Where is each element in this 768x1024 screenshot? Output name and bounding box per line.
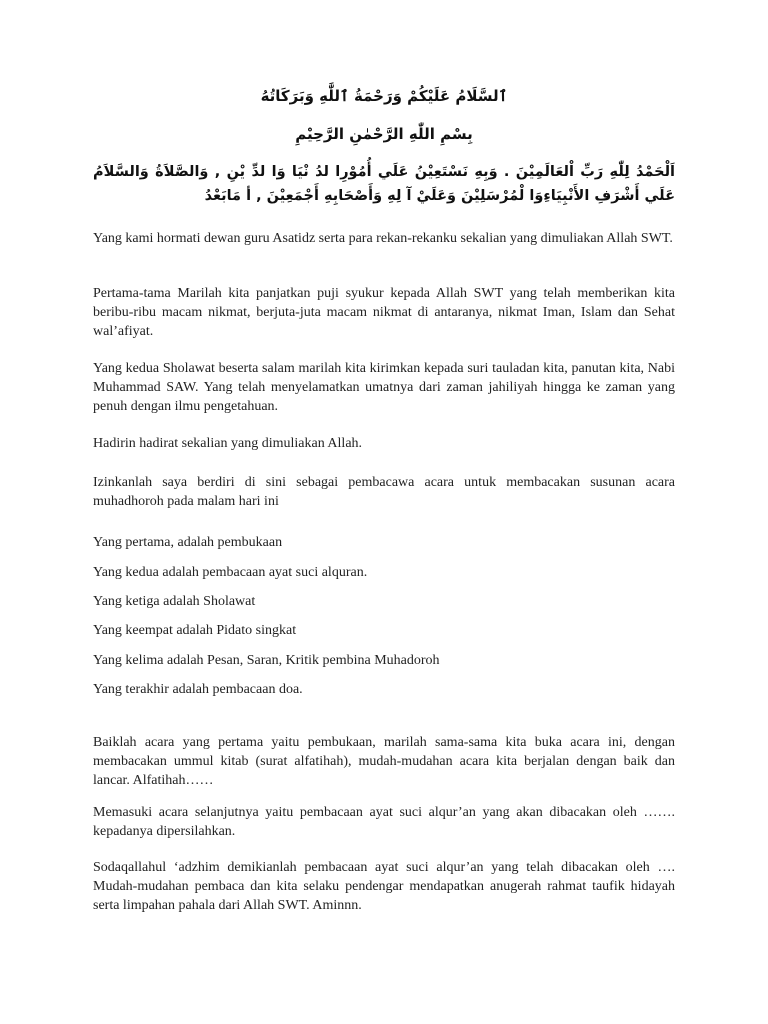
paragraph-quran-reading: Memasuki acara selanjutnya yaitu pembacaan ayat suci alqur’an yang akan dibacakan oleh ……. kepadanya dipersilahkan. <box>93 805 675 839</box>
paragraph-gratitude: Pertama-tama Marilah kita panjatkan puji syukur kepada Allah SWT yang telah memberikan kita beribu-ribu macam nikmat, berjuta-juta macam nikmat di antaranya, nikmat Iman, Islam dan Sehat wal’afiyat. <box>93 286 675 339</box>
agenda-item-6: Yang terakhir adalah pembacaan doa. <box>93 682 303 697</box>
arabic-opening-prayer: اَلْحَمْدُ لِلّٰهِ رَبِّ اْلعَالَمِيْنَ . وَبِهِ نَسْتَعِيْنُ عَلَي أُمُوْرِا لدُ نْيَا وَا لدِّ يْنِ , وَالصَّلاَةُ وَالسَّلاَمُ عَلَي أَشْرَفِ الأَنْبِيَاءِوَا لْمُرْسَلِيْنَ وَعَلَيْ آ لِهِ وَأَصْحَابِهِ أَجْمَعِيْنَ , أ مَابَعْدُ <box>93 164 675 204</box>
paragraph-opening-session: Baiklah acara yang pertama yaitu pembukaan, marilah sama-sama kita buka acara ini, dengan membacakan ummul kitab (surat alfatihah), mudah-mudahan acara kita berjalan dengan baik dan lancar. Alfatihah…… <box>93 735 675 788</box>
paragraph-sholawat: Yang kedua Sholawat beserta salam marilah kita kirimkan kepada suri tauladan kita, panutan kita, Nabi Muhammad SAW. Yang telah menyelamatkan umatnya dari zaman jahiliyah hingga ke zaman yang penuh dengan ilmu pengetahuan. <box>93 361 675 414</box>
paragraph-introduction: Izinkanlah saya berdiri di sini sebagai pembacawa acara untuk membacakan susunan acara muhadhoroh pada malam hari ini <box>93 475 675 509</box>
agenda-item-1: Yang pertama, adalah pembukaan <box>93 535 283 550</box>
arabic-salam-heading: ٱلسَّلَامُ عَلَيْكُمْ وَرَحْمَةُ ٱللَّٰهِ وَبَرَكَاتُهُ <box>260 87 508 105</box>
agenda-item-5: Yang kelima adalah Pesan, Saran, Kritik pembina Muhadoroh <box>93 653 440 668</box>
agenda-item-2: Yang kedua adalah pembacaan ayat suci alquran. <box>93 565 368 580</box>
paragraph-greeting: Yang kami hormati dewan guru Asatidz serta para rekan-rekanku sekalian yang dimuliakan Allah SWT. <box>93 231 673 246</box>
arabic-basmala-heading: بِسْمِ اللّٰهِ الرَّحْمٰنِ الرَّحِيْمِ <box>295 125 473 143</box>
agenda-item-3: Yang ketiga adalah Sholawat <box>93 594 256 609</box>
paragraph-closing-quran: Sodaqallahul ‘adzhim demikianlah pembacaan ayat suci alqur’an yang telah dibacakan oleh …. Mudah-mudahan pembaca dan kita selaku pendengar mendapatkan anugerah rahmat taufik hidayah serta limpahan pahala dari Allah SWT. Aminnn. <box>93 860 675 913</box>
agenda-item-4: Yang keempat adalah Pidato singkat <box>93 623 297 638</box>
paragraph-audience-address: Hadirin hadirat sekalian yang dimuliakan Allah. <box>93 436 363 451</box>
